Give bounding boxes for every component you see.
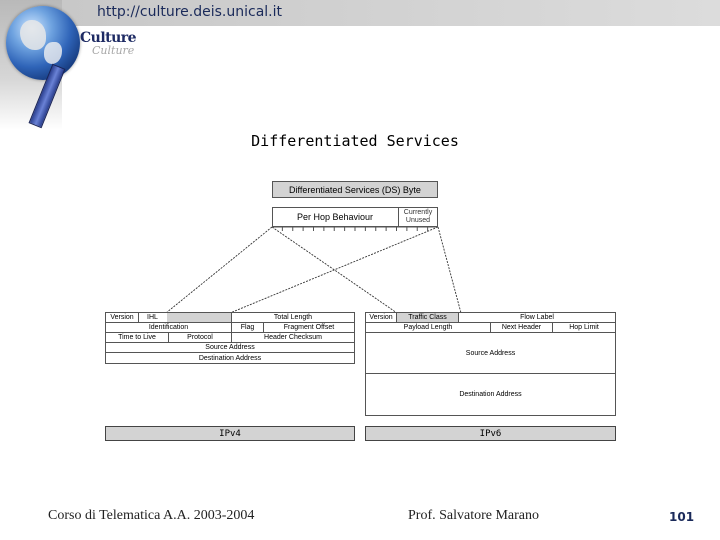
ipv4-caption: IPv4 bbox=[105, 426, 355, 441]
phb-label: Per Hop Behaviour bbox=[296, 212, 374, 222]
unused-label: Currently Unused bbox=[403, 209, 433, 224]
ipv6-flow-label: Flow Label bbox=[520, 314, 554, 321]
ipv4-identification: Identification bbox=[148, 324, 189, 331]
ipv6-source-address: Source Address bbox=[465, 349, 516, 357]
ipv6-row-1 bbox=[366, 313, 615, 323]
ipv6-row-2 bbox=[366, 323, 615, 333]
ipv4-destination-address: Destination Address bbox=[198, 354, 262, 362]
ipv6-version: Version bbox=[366, 313, 397, 322]
ipv6-next-header: Next Header bbox=[490, 323, 552, 332]
site-url-link[interactable]: http://culture.deis.unical.it bbox=[97, 4, 282, 20]
ipv4-row-1 bbox=[106, 313, 354, 323]
ipv4-header-checksum: Header Checksum bbox=[231, 333, 354, 342]
ipv4-row-2 bbox=[106, 323, 354, 333]
ipv4-total-length: Total Length bbox=[231, 313, 354, 322]
ipv4-row-5 bbox=[106, 353, 354, 363]
ipv6-destination-address: Destination Address bbox=[459, 391, 522, 398]
ds-byte-title: Differentiated Services (DS) Byte bbox=[272, 181, 438, 198]
ipv4-row-4 bbox=[106, 343, 354, 353]
ipv4-ttl: Time to Live bbox=[118, 334, 156, 341]
author-footer: Prof. Salvatore Marano bbox=[408, 508, 540, 523]
ipv4-fragment-offset: Fragment Offset bbox=[263, 323, 354, 332]
ipv4-flag: Flag bbox=[231, 323, 263, 332]
ipv6-hop-limit: Hop Limit bbox=[552, 323, 615, 332]
ipv6-row-4 bbox=[366, 374, 615, 415]
logo-shadow-text: Culture bbox=[92, 44, 135, 57]
ipv6-payload-length: Payload Length bbox=[403, 324, 453, 331]
ipv6-caption: IPv6 bbox=[365, 426, 616, 441]
ipv6-traffic-class: Traffic Class bbox=[397, 313, 459, 322]
ipv4-source-address: Source Address bbox=[205, 344, 255, 351]
slide-title: Differentiated Services bbox=[251, 132, 459, 150]
ipv4-protocol: Protocol bbox=[168, 333, 231, 342]
ipv4-version: Version bbox=[106, 313, 139, 322]
ipv4-header bbox=[105, 312, 355, 364]
page-number: 101 bbox=[669, 510, 695, 524]
ipv4-ihl: IHL bbox=[139, 313, 231, 322]
ipv4-row-3 bbox=[106, 333, 354, 343]
ipv6-row-3 bbox=[366, 333, 615, 374]
logo-text: Culture bbox=[80, 30, 137, 46]
course-footer: Corso di Telematica A.A. 2003-2004 bbox=[48, 508, 255, 523]
ipv6-header bbox=[365, 312, 616, 416]
